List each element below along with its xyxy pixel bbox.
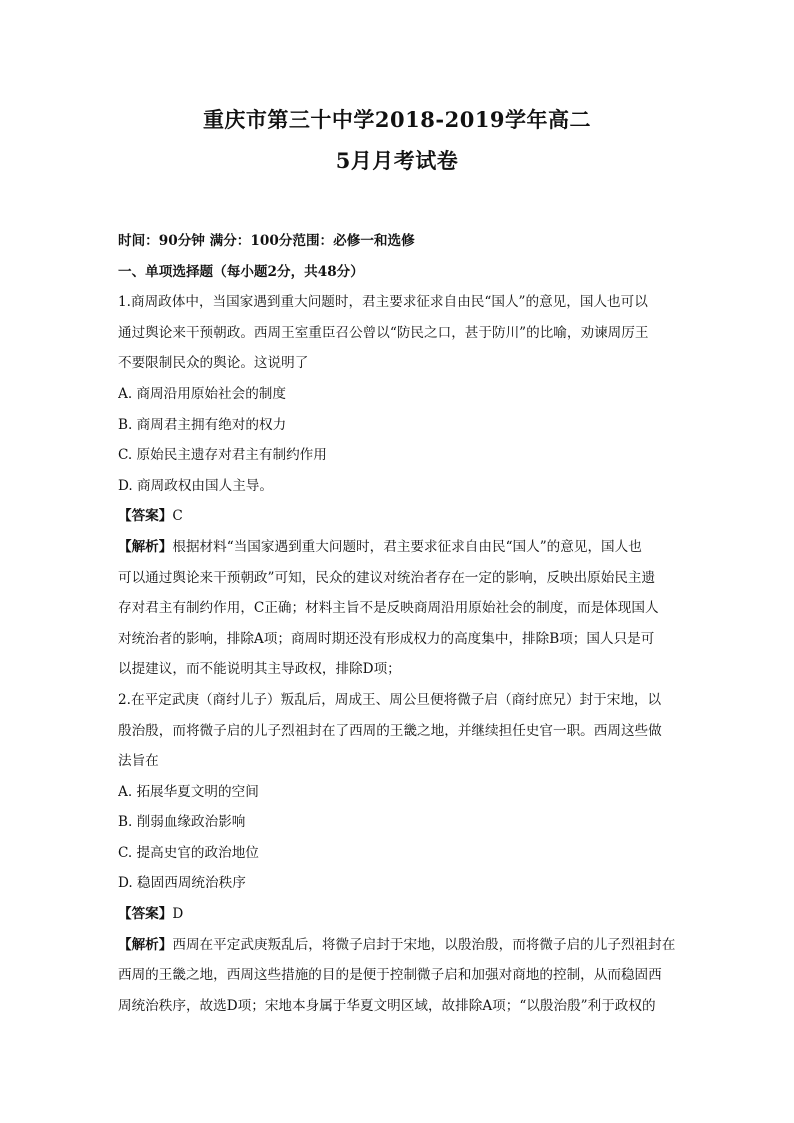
section-heading: 一、单项选择题（每小题2分，共48分） — [118, 263, 364, 280]
question-1-analysis-line: 以提建议，而不能说明其主导政权，排除D项； — [118, 661, 401, 678]
question-2-option-b: B. 削弱血缘政治影响 — [118, 814, 246, 831]
question-1-option-c: C. 原始民主遗存对君主有制约作用 — [118, 447, 327, 464]
analysis-label: 【解析】 — [118, 538, 173, 555]
question-2 — [118, 685, 678, 1022]
question-2-answer — [118, 899, 678, 930]
question-1-option-d: D. 商周政权由国人主导。 — [118, 477, 273, 494]
question-2-analysis-line — [118, 930, 678, 961]
question-1-analysis-line — [118, 532, 678, 563]
analysis-label: 【解析】 — [118, 936, 173, 953]
question-1-stem-line: 1.商周政体中，当国家遇到重大问题时，君主要求征求自由民“国人”的意见，国人也可以 — [118, 294, 648, 311]
question-1-analysis-line: 存对君主有制约作用，C正确；材料主旨不是反映商周沿用原始社会的制度，而是体现国人 — [118, 600, 659, 617]
question-1 — [118, 287, 678, 685]
question-1-analysis-line: 对统治者的影响，排除A项；商周时期还没有形成权力的高度集中，排除B项；国人只是可 — [118, 630, 655, 647]
question-2-analysis-line: 周统治秩序，故选D项；宋地本身属于华夏文明区域，故排除A项；“以殷治殷”利于政权的 — [118, 997, 656, 1014]
question-2-stem-line: 2.在平定武庚（商纣儿子）叛乱后，周成王、周公旦便将微子启（商纣庶兄）封于宋地，以 — [118, 691, 662, 708]
question-2-stem-line: 法旨在 — [118, 753, 159, 770]
question-1-analysis-line: 可以通过舆论来干预朝政”可知，民众的建议对统治者存在一定的影响，反映出原始民主遗 — [118, 569, 656, 586]
exam-title-line2: 5月月考试卷 — [335, 148, 459, 173]
question-1-option-a: A. 商周沿用原始社会的制度 — [118, 385, 286, 402]
question-2-analysis-line: 西周的王畿之地，西周这些措施的目的是便于控制微子启和加强对商地的控制，从而稳固西 — [118, 967, 662, 984]
answer-value: C — [172, 508, 183, 525]
exam-content — [118, 226, 678, 1021]
question-1-option-b: B. 商周君主拥有绝对的权力 — [118, 416, 287, 433]
question-2-option-a: A. 拓展华夏文明的空间 — [118, 783, 259, 800]
answer-label: 【答案】 — [118, 906, 173, 923]
analysis-text: 根据材料“当国家遇到重大问题时，君主要求征求自由民“国人”的意见，国人也 — [172, 538, 642, 555]
question-1-answer — [118, 501, 678, 532]
question-1-stem-line: 不要限制民众的舆论。这说明了 — [118, 355, 309, 372]
question-1-stem-line: 通过舆论来干预朝政。西周王室重臣召公曾以“防民之口，甚于防川”的比喻，劝谏周厉王 — [118, 324, 649, 341]
exam-title-line1: 重庆市第三十中学2018-2019学年高二 — [202, 107, 592, 132]
question-2-option-c: C. 提高史官的政治地位 — [118, 844, 259, 861]
question-2-option-d: D. 稳固西周统治秩序 — [118, 875, 246, 892]
question-2-stem-line: 殷治殷，而将微子启的儿子烈祖封在了西周的王畿之地，并继续担任史官一职。西周这些做 — [118, 722, 662, 739]
analysis-text: 西周在平定武庚叛乱后，将微子启封于宋地，以殷治殷，而将微子启的儿子烈祖封在 — [172, 936, 676, 953]
answer-label: 【答案】 — [118, 508, 173, 525]
answer-value: D — [172, 906, 184, 923]
exam-meta: 时间：90分钟 满分：100分范围：必修一和选修 — [118, 233, 415, 249]
